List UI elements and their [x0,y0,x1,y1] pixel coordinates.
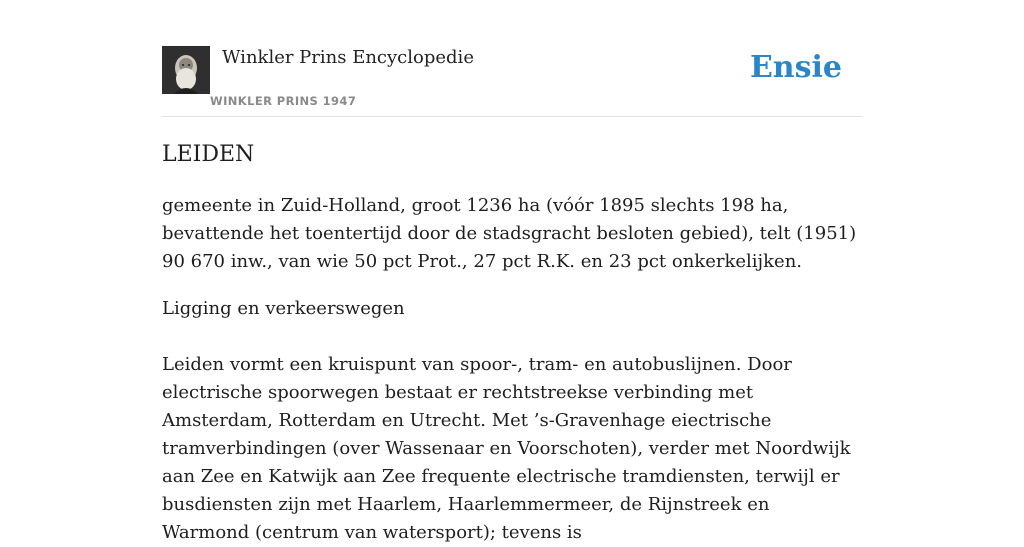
article-title: LEIDEN [162,142,255,167]
section-heading: Ligging en verkeerswegen [162,298,405,319]
site-header [162,0,862,117]
article-paragraph-ligging: Leiden vormt een kruispunt van spoor-, tram- en autobuslijnen. Door electrische spoorwegen bestaat er rechtstreekse verbinding met Amsterdam, Rotterdam en Utrecht. Met ’s-Gravenhage eiectrische tramverbindingen (over Wassenaar en Voorschoten), verder met Noordwijk aan Zee en Katwijk aan Zee frequente electrische tramdiensten, terwijl er busdiensten zijn met Haarlem, Haarlemmermeer, de Rijnstreek en Warmond (centrum van watersport); tevens is [162,354,851,543]
ensie-logo-link[interactable]: Ensie [749,50,842,85]
author-portrait-icon[interactable] [162,46,210,94]
article-page [162,0,862,543]
edition-label: WINKLER PRINS 1947 [210,94,357,108]
article-paragraph-intro: gemeente in Zuid-Holland, groot 1236 ha (vóór 1895 slechts 198 ha, bevattende het toentertijd door de stadsgracht besloten gebied), telt (1951) 90 670 inw., van wie 50 pct Prot., 27 pct R.K. en 23 pct onkerkelijken. [162,195,857,272]
site-name-link[interactable]: Winkler Prins Encyclopedie [222,47,474,68]
